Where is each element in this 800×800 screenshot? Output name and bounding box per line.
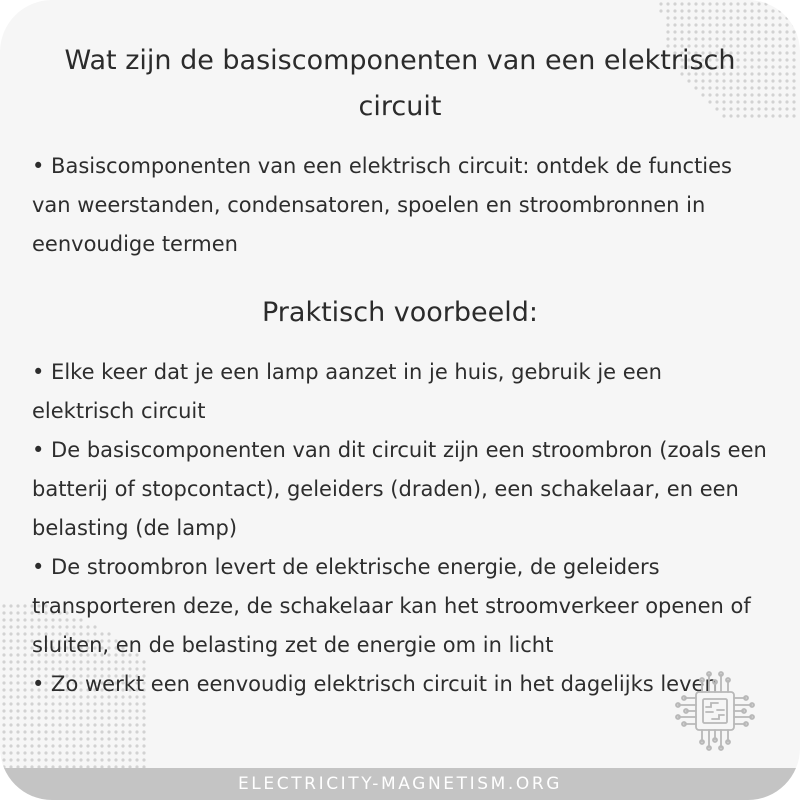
footer-website: ELECTRICITY-MAGNETISM.ORG	[0, 768, 800, 800]
section-subtitle: Praktisch voorbeeld:	[262, 297, 538, 328]
intro-section	[32, 147, 768, 264]
circuit-chip-icon	[672, 668, 758, 754]
example-section	[32, 353, 768, 704]
example-bullet: • Elke keer dat je een lamp aanzet in je huis, gebruik je een elektrisch circuit	[32, 360, 662, 423]
page-title: Wat zijn de basiscomponenten van een elektrisch circuit	[64, 45, 736, 122]
example-bullet: • De basiscomponenten van dit circuit zijn een stroombron (zoals een batterij of stopcontact), geleiders (draden), een schakelaar, en een belasting (de lamp)	[32, 438, 767, 540]
intro-bullet: • Basiscomponenten van een elektrisch circuit: ontdek de functies van weerstanden, condensatoren, spoelen en stroombronnen in eenvoudige termen	[32, 154, 732, 256]
example-bullet: • Zo werkt een eenvoudig elektrisch circuit in het dagelijks leven	[32, 672, 718, 696]
example-bullet: • De stroombron levert de elektrische energie, de geleiders transporteren deze, de schakelaar kan het stroomverkeer openen of sluiten, en de belasting zet de energie om in licht	[32, 555, 751, 657]
